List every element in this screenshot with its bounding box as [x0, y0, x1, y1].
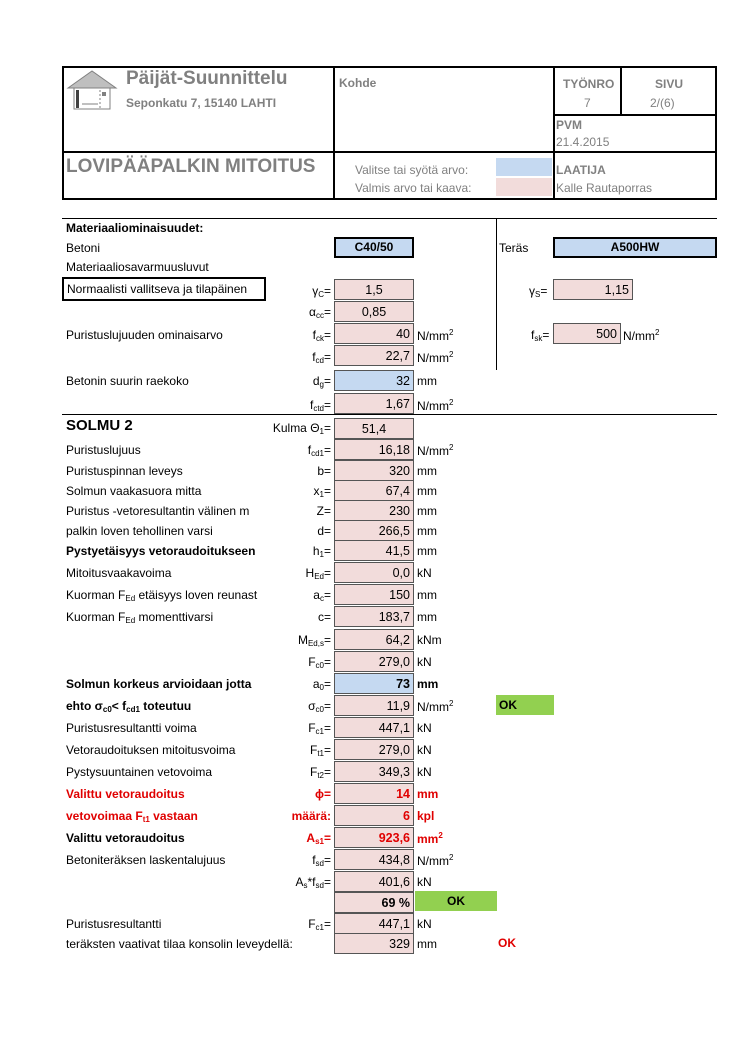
- row-unit: mm: [417, 524, 437, 538]
- row-unit: mm: [417, 504, 437, 518]
- alpha-cc-symbol: $\alpha_{cc}=$: [309, 305, 331, 320]
- divider: [553, 66, 555, 200]
- row-unit: kNm: [417, 633, 442, 647]
- row-label: Mitoitusvaakavoima: [66, 566, 172, 580]
- row-symbol: $\sigma_{c0}=$: [308, 699, 331, 714]
- row-unit: $N/mm^2$: [417, 443, 454, 458]
- row-unit: mm: [417, 787, 439, 801]
- divider: [496, 218, 497, 370]
- house-logo-icon: [66, 68, 118, 110]
- betoni-select[interactable]: C40/50: [334, 237, 414, 258]
- row-unit: mm: [417, 937, 437, 951]
- row-label: Solmun korkeus arvioidaan jotta: [66, 677, 252, 691]
- row-label: Valittu vetoraudoitus: [66, 787, 185, 801]
- legend-input-label: Valitse tai syötä arvo:: [355, 163, 469, 177]
- row-label: Puristusresultantti: [66, 917, 162, 931]
- row-label: Puristuspinnan leveys: [66, 464, 183, 478]
- row-value-cell: 329: [334, 933, 414, 954]
- row-value-cell: 447,1: [334, 913, 414, 934]
- row-symbol: c=: [317, 610, 331, 624]
- row-unit: mm: [417, 588, 437, 602]
- row-value-cell: 16,18: [334, 439, 414, 460]
- divider: [620, 66, 622, 114]
- kulma-symbol: Kulma $\Theta_1=$: [272, 421, 331, 436]
- row-value-cell: 230: [334, 500, 414, 521]
- fcd-unit: $N/mm^2$: [417, 350, 454, 365]
- dg-symbol: $d_g=$: [312, 374, 331, 389]
- sivu-label: SIVU: [655, 77, 684, 91]
- row-value-cell: 64,2: [334, 629, 414, 650]
- ok-badge-sigma: OK: [496, 695, 554, 715]
- fyk-unit: $N/mm^2$: [623, 328, 660, 343]
- row-value-cell: 69 %: [334, 892, 414, 913]
- row-unit: kN: [417, 743, 432, 757]
- fck-label: Puristuslujuuden ominaisarvo: [66, 328, 223, 342]
- row-symbol: Z=: [316, 504, 331, 518]
- row-symbol: $F_{c0}=$: [308, 655, 331, 670]
- row-unit: kN: [417, 917, 432, 931]
- row-label: Valittu vetoraudoitus: [66, 831, 185, 845]
- row-unit: $N/mm^2$: [417, 699, 454, 714]
- row-symbol: $M_{Ed,s}=$: [297, 633, 331, 648]
- unit-text: N/mm: [417, 399, 449, 413]
- row-value-cell: 0,0: [334, 562, 414, 583]
- betoni-label: Betoni: [66, 241, 101, 255]
- dg-unit: mm: [417, 374, 437, 388]
- divider: [553, 114, 717, 116]
- row-symbol: $x_1=$: [313, 484, 331, 499]
- row-symbol: määrä:: [291, 809, 331, 823]
- row-symbol: $F_{t2}=$: [309, 765, 331, 780]
- design-situation-select[interactable]: Normaalisti vallitseva ja tilapäinen: [62, 277, 266, 301]
- fyk-symbol: $f_{sk}=$: [531, 328, 550, 343]
- row-value-cell: 279,0: [334, 651, 414, 672]
- fck-unit: $N/mm^2$: [417, 328, 454, 343]
- company-address: Seponkatu 7, 15140 LAHTI: [126, 96, 277, 110]
- row-unit: kN: [417, 875, 432, 889]
- kulma-label: Kulma Θ: [272, 421, 320, 435]
- row-symbol: $f_{cd1}=$: [307, 443, 331, 458]
- fcd-symbol: $f_{cd}=$: [312, 350, 331, 365]
- row-value-cell: 150: [334, 584, 414, 605]
- gamma-c-symbol: $\gamma_C=$: [312, 284, 331, 299]
- row-label: Puristusresultantti voima: [66, 721, 197, 735]
- legend-calc-label: Valmis arvo tai kaava:: [355, 181, 472, 195]
- ok-badge-utilization: OK: [415, 891, 497, 911]
- fck-symbol: $f_{ck}=$: [312, 328, 331, 343]
- row-label: Vetoraudoituksen mitoitusvoima: [66, 743, 236, 757]
- row-value-cell: 401,6: [334, 871, 414, 892]
- row-input[interactable]: 73: [334, 673, 414, 694]
- row-symbol: $A_{s1}=$: [306, 831, 331, 846]
- gamma-c-cell: 1,5: [334, 279, 414, 300]
- legend-input-swatch: [496, 158, 552, 176]
- tyonro-label: TYÖNRO: [563, 77, 615, 91]
- row-value-cell: 11,9: [334, 695, 414, 716]
- teras-select[interactable]: A500HW: [553, 237, 717, 258]
- row-symbol: $H_{Ed}=$: [305, 566, 331, 581]
- kulma-cell: 51,4: [334, 418, 414, 439]
- legend-calc-swatch: [496, 178, 552, 196]
- row-label: palkin loven tehollinen varsi: [66, 524, 213, 538]
- row-label: vetovoimaa $F_{t1}$ vastaan: [66, 809, 198, 824]
- row-value-cell: 41,5: [334, 540, 414, 561]
- gamma-s-symbol: $\gamma_S=$: [529, 284, 548, 299]
- document-title: LOVIPÄÄPALKIN MITOITUS: [66, 156, 316, 177]
- materials-heading: Materiaaliominaisuudet:: [66, 221, 204, 235]
- fyk-cell: 500: [553, 323, 621, 344]
- unit-text: N/mm: [417, 329, 449, 343]
- row-symbol: b=: [317, 464, 331, 478]
- pvm-value: 21.4.2015: [556, 135, 610, 149]
- divider: [62, 151, 717, 153]
- row-value-cell: 279,0: [334, 739, 414, 760]
- row-value-cell: 266,5: [334, 520, 414, 541]
- row-symbol: $h_1=$: [312, 544, 331, 559]
- row-label: Puristuslujuus: [66, 443, 141, 457]
- fck-cell: 40: [334, 323, 414, 344]
- row-label: Betoniteräksen laskentalujuus: [66, 853, 226, 867]
- row-unit: kN: [417, 655, 432, 669]
- row-label: Pystysuuntainen vetovoima: [66, 765, 213, 779]
- company-name: Päijät-Suunnittelu: [126, 68, 288, 89]
- laatija-label: LAATIJA: [556, 163, 606, 177]
- row-value-cell: 434,8: [334, 849, 414, 870]
- row-unit: $mm^2$: [417, 831, 443, 846]
- row-value-cell: 349,3: [334, 761, 414, 782]
- row-symbol: $F_{c1}=$: [308, 917, 331, 932]
- row-label: teräksten vaativat tilaa konsolin leveydellä:: [66, 937, 293, 951]
- fctd-unit: $N/mm^2$: [417, 398, 454, 413]
- row-symbol: ϕ=: [314, 787, 331, 801]
- solmu-heading: SOLMU 2: [66, 417, 133, 434]
- row-label: Kuorman $F_{Ed}$ momenttivarsi: [66, 610, 214, 625]
- row-label: Pystyetäisyys vetoraudoitukseen: [66, 544, 256, 558]
- row-unit: mm: [417, 610, 437, 624]
- row-symbol: $a_0=$: [312, 677, 331, 692]
- row-unit: kpl: [417, 809, 435, 823]
- alpha-cc-cell: 0,85: [334, 301, 414, 322]
- row-unit: $N/mm^2$: [417, 853, 454, 868]
- row-label: Puristus -vetoresultantin välinen m: [66, 504, 250, 518]
- unit-text: N/mm: [623, 329, 655, 343]
- raekoko-label: Betonin suurin raekoko: [66, 374, 189, 388]
- row-symbol: $f_{sd}=$: [312, 853, 331, 868]
- row-unit: mm: [417, 544, 437, 558]
- row-unit: mm: [417, 484, 437, 498]
- laatija-value: Kalle Rautaporras: [556, 181, 653, 195]
- tyonro-value: 7: [584, 96, 591, 110]
- row-symbol: d=: [317, 524, 331, 538]
- row-value-cell: 320: [334, 460, 414, 481]
- row-value-cell: 6: [334, 805, 414, 826]
- divider: [333, 66, 335, 200]
- row-value-cell: 447,1: [334, 717, 414, 738]
- fctd-symbol: $f_{ctd}=$: [309, 398, 331, 413]
- row-value-cell: 14: [334, 783, 414, 804]
- row-value-cell: 183,7: [334, 606, 414, 627]
- safety-factors-label: Materiaaliosavarmuusluvut: [66, 260, 209, 274]
- gamma-s-cell: 1,15: [553, 279, 633, 300]
- row-unit: mm: [417, 677, 439, 691]
- row-value-cell: 923,6: [334, 827, 414, 848]
- row-unit: kN: [417, 765, 432, 779]
- row-symbol: $F_{t1}=$: [309, 743, 331, 758]
- row-unit: kN: [417, 566, 432, 580]
- row-symbol: $a_c=$: [313, 588, 331, 603]
- dg-input[interactable]: 32: [334, 370, 414, 391]
- row-symbol: $F_{c1}=$: [308, 721, 331, 736]
- divider: [62, 414, 717, 415]
- row-label: Kuorman $F_{Ed}$ etäisyys loven reunast: [66, 588, 258, 603]
- pvm-label: PVM: [556, 118, 583, 132]
- row-unit: mm: [417, 464, 437, 478]
- fctd-cell: 1,67: [334, 393, 414, 414]
- row-value-cell: 67,4: [334, 480, 414, 501]
- row-label: ehto $\sigma_{c0}< f_{cd1}$ toteutuu: [66, 699, 192, 714]
- kohde-label: Kohde: [339, 76, 377, 90]
- unit-text: N/mm: [417, 351, 449, 365]
- ok-text-width: OK: [498, 936, 516, 950]
- row-unit: kN: [417, 721, 432, 735]
- fcd-cell: 22,7: [334, 345, 414, 366]
- teras-label: Teräs: [499, 241, 529, 255]
- row-symbol: $A_s*f_{sd}=$: [295, 875, 331, 890]
- sivu-value: 2/(6): [650, 96, 675, 110]
- row-label: Solmun vaakasuora mitta: [66, 484, 202, 498]
